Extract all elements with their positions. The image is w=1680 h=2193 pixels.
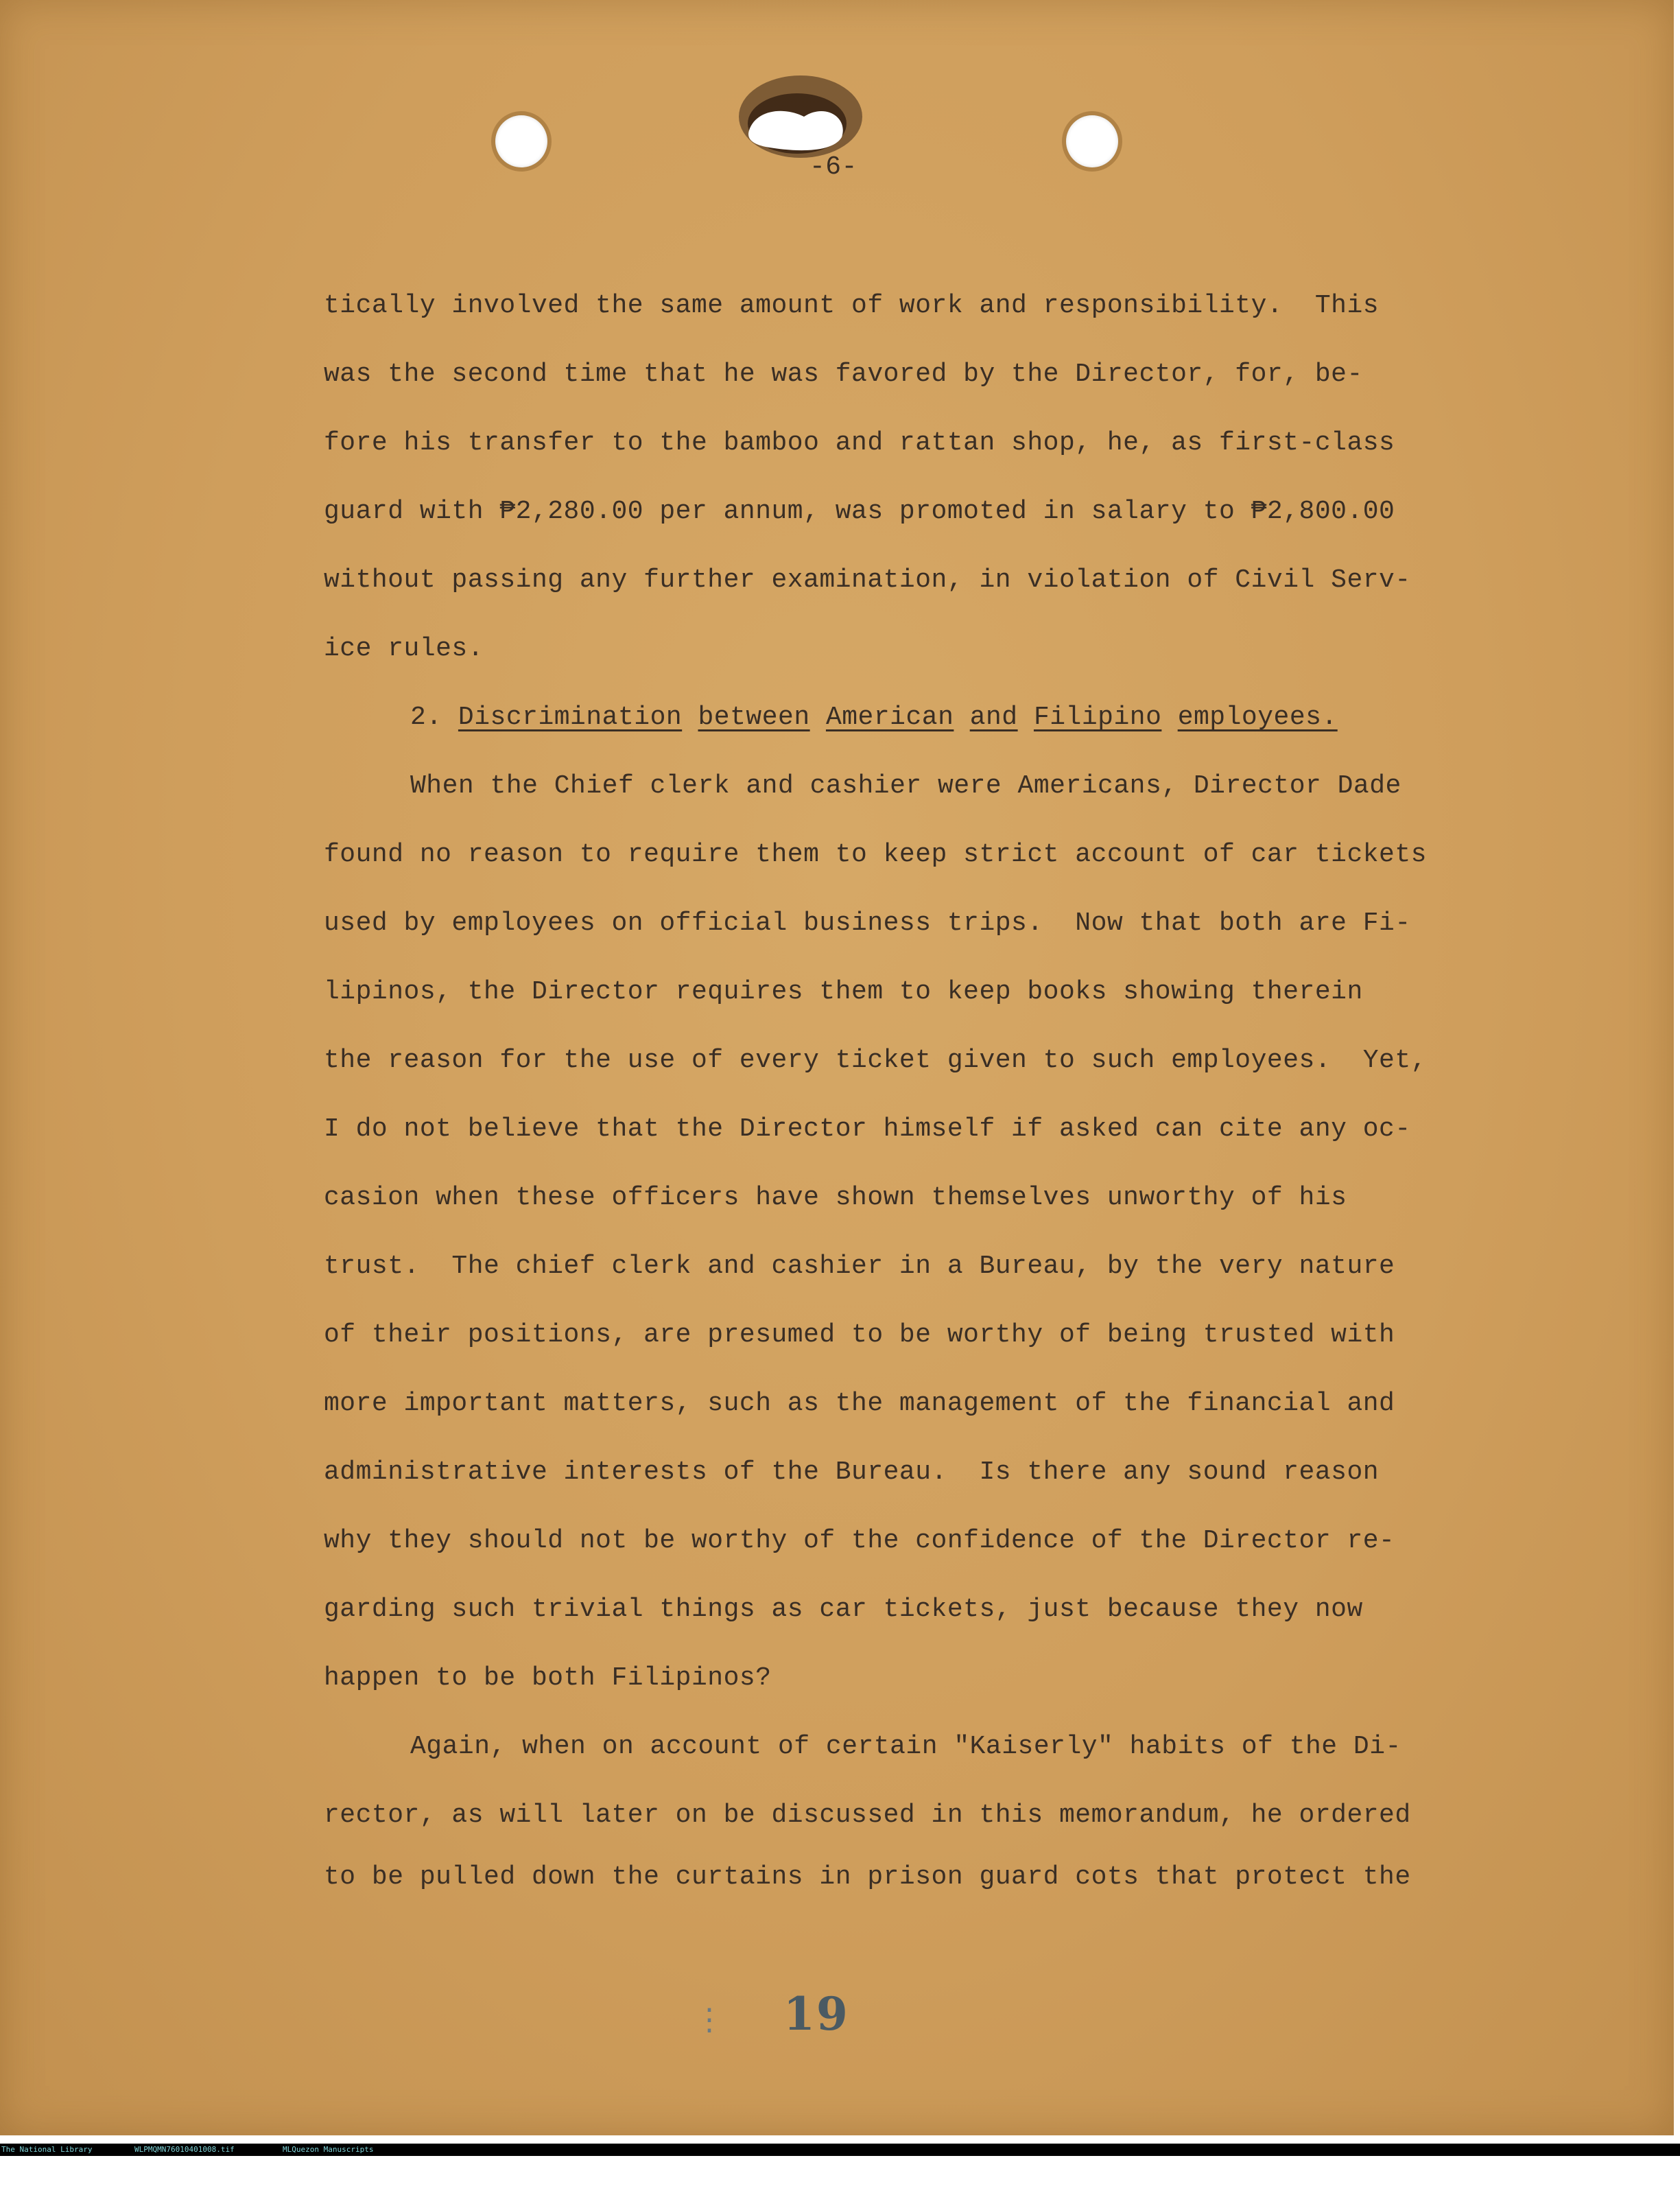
text-line: When the Chief clerk and cashier were Americans, Director Dade [410,771,1401,801]
text-line: to be pulled down the curtains in prison guard cots that protect the [324,1862,1411,1892]
text-line: garding such trivial things as car tickets, just because they now [324,1595,1363,1624]
text-line: why they should not be worthy of the confidence of the Director re- [324,1526,1395,1556]
page-number-label: -6- [809,152,857,182]
section-heading [410,703,1338,732]
text-line: casion when these officers have shown themselves unworthy of his [324,1183,1347,1212]
text-line: I do not believe that the Director himself if asked can cite any oc- [324,1114,1411,1144]
footer-collection: MLQuezon Manuscripts [283,2145,374,2154]
text-line: guard with ₱2,280.00 per annum, was promoted in salary to ₱2,800.00 [324,497,1395,526]
heading-word: employees. [1177,703,1338,732]
heading-word: between [698,703,810,732]
text-line: trust. The chief clerk and cashier in a Bureau, by the very nature [324,1252,1395,1281]
punch-hole-left [495,115,547,167]
text-line: found no reason to require them to keep strict account of car tickets [324,840,1427,869]
footer-file: WLPMQMN76010401008.tif [134,2145,235,2154]
text-line: Again, when on account of certain "Kaiserly" habits of the Di- [410,1732,1401,1761]
text-line: tically involved the same amount of work and responsibility. This [324,291,1380,320]
heading-word: Discrimination [458,703,683,732]
text-line: happen to be both Filipinos? [324,1663,772,1693]
footer-library: The National Library [1,2145,93,2154]
text-line: ice rules. [324,634,484,664]
text-line: fore his transfer to the bamboo and rattan shop, he, as first-class [324,428,1395,458]
text-line: more important matters, such as the management of the financial and [324,1389,1395,1418]
text-line: without passing any further examination, in violation of Civil Serv- [324,565,1411,595]
text-line: the reason for the use of every ticket given to such employees. Yet, [324,1046,1427,1075]
text-line: lipinos, the Director requires them to keep books showing therein [324,977,1363,1007]
heading-number: 2. [410,703,442,732]
text-line: rector, as will later on be discussed in this memorandum, he ordered [324,1801,1411,1830]
stamp-mark: ⋮ [694,2002,724,2037]
heading-word: and [969,703,1018,732]
punch-hole-right [1066,115,1118,167]
text-line: was the second time that he was favored by the Director, for, be- [324,360,1363,389]
heading-word: Filipino [1033,703,1162,732]
scan-footer [0,2144,1680,2156]
text-line: of their positions, are presumed to be worthy of being trusted with [324,1320,1395,1350]
text-line: administrative interests of the Bureau. Is there any sound reason [324,1457,1380,1487]
heading-word: American [825,703,954,732]
archive-page-stamp: 19 [783,1987,849,2041]
text-line: used by employees on official business trips. Now that both are Fi- [324,908,1411,938]
